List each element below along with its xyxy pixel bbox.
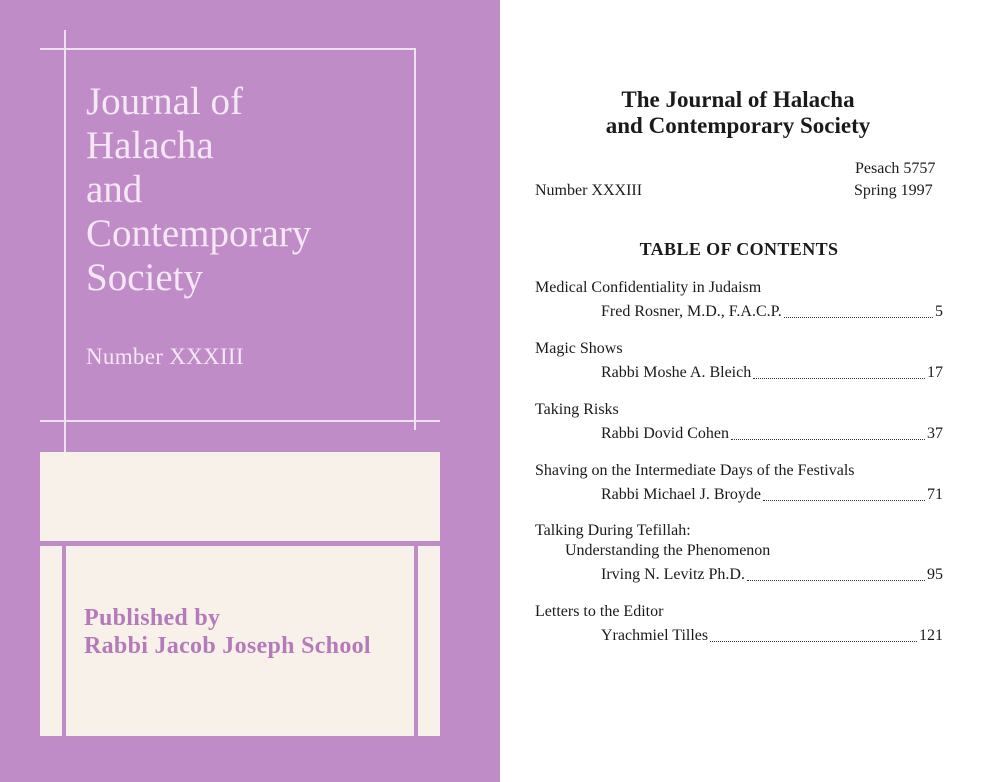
journal-heading: The Journal of Halacha and Contemporary Society	[605, 87, 871, 138]
cover-issue-number: Number XXXIII	[86, 344, 244, 369]
cover-band-left	[62, 546, 66, 736]
entry-author: Rabbi Michael J. Broyde	[601, 486, 761, 503]
entry-line	[535, 424, 943, 444]
toc-entry[interactable]	[535, 461, 943, 505]
cover-left-rule	[64, 30, 66, 452]
toc-entry[interactable]	[535, 339, 943, 383]
entry-page: 71	[927, 486, 943, 503]
entry-subtitle: Understanding the Phenomenon	[565, 542, 771, 559]
dot-leader	[784, 305, 933, 318]
entry-page: 121	[919, 627, 943, 644]
cover-panel-top	[40, 452, 440, 541]
toc-entry[interactable]	[535, 400, 943, 444]
entry-author: Irving N. Levitz Ph.D.	[601, 566, 745, 583]
contents-page	[500, 0, 1004, 782]
dot-leader	[753, 366, 925, 379]
issue-number: Number XXXIII	[535, 182, 643, 199]
cover-right-rule	[414, 48, 416, 430]
dot-leader	[731, 427, 925, 440]
entry-title: Shaving on the Intermediate Days of the Festivals	[535, 462, 855, 479]
entry-author: Rabbi Moshe A. Bleich	[601, 364, 752, 381]
entry-line	[535, 363, 943, 383]
dot-leader	[763, 488, 925, 501]
dot-leader	[710, 629, 917, 642]
entry-author: Yrachmiel Tilles	[601, 627, 709, 644]
entry-line	[535, 485, 943, 505]
entry-author: Rabbi Dovid Cohen	[601, 425, 729, 442]
cover-band-right	[414, 546, 418, 736]
entry-line	[535, 302, 943, 322]
cover-publisher: Published by Rabbi Jacob Joseph School	[84, 605, 371, 659]
entry-page: 5	[935, 303, 943, 320]
dot-leader	[747, 568, 925, 581]
cover-top-rule	[40, 48, 416, 50]
entry-title: Medical Confidentiality in Judaism	[535, 279, 762, 296]
journal-cover	[0, 0, 500, 782]
entry-title: Taking Risks	[535, 401, 619, 418]
entry-line	[535, 626, 943, 646]
toc-entry[interactable]	[535, 521, 943, 585]
entry-page: 37	[927, 425, 943, 442]
entry-title: Talking During Tefillah:	[535, 522, 691, 539]
cover-middle-rule	[40, 420, 440, 422]
toc-entry[interactable]	[535, 602, 943, 646]
toc-title: TABLE OF CONTENTS	[639, 239, 839, 259]
toc-entry[interactable]	[535, 278, 943, 322]
entry-page: 17	[927, 364, 943, 381]
entry-title: Magic Shows	[535, 340, 623, 357]
entry-page: 95	[927, 566, 943, 583]
entry-title: Letters to the Editor	[535, 603, 664, 620]
cover-title: Journal of Halacha and Contemporary Society	[86, 80, 312, 299]
issue-season: Spring 1997	[854, 182, 933, 199]
entry-author: Fred Rosner, M.D., F.A.C.P.	[601, 303, 782, 320]
season-hebrew: Pesach 5757	[855, 160, 936, 177]
entry-line	[535, 565, 943, 585]
